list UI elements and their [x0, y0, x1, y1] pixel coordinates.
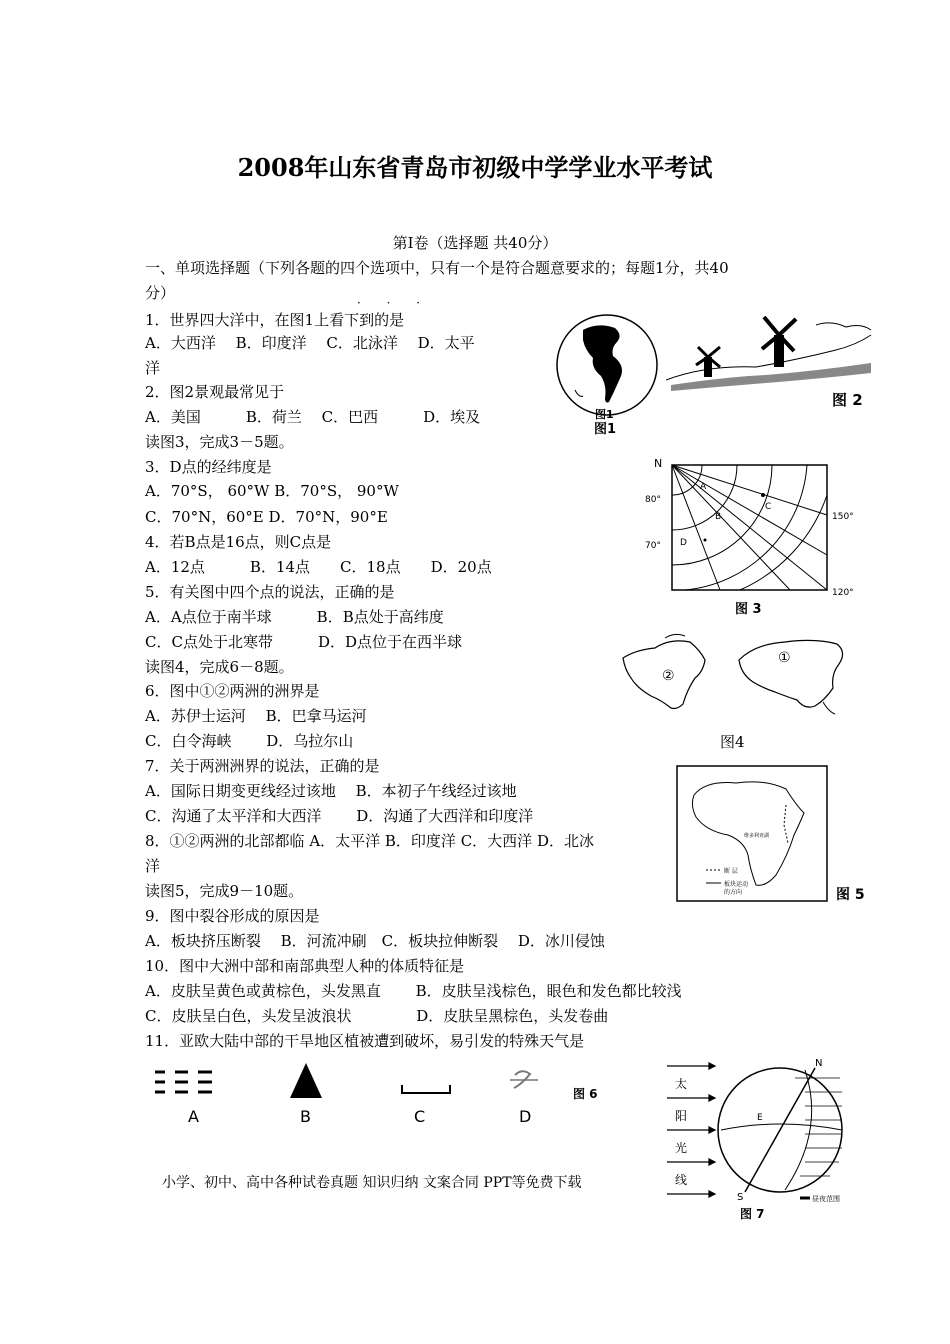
fig3-point-a: A [700, 482, 707, 492]
question-line: 读图3，完成3－5题。 [145, 433, 294, 451]
figure-5-africa-map [676, 765, 836, 905]
section-heading: 第Ⅰ卷（选择题 共40分） [392, 234, 558, 252]
fig6-option-c: C [414, 1107, 426, 1126]
question-line: 洋 [145, 359, 161, 377]
figure-5-caption: 图 5 [836, 887, 865, 903]
fig6-option-d: D [519, 1107, 532, 1126]
question-line: A．美国 B．荷兰 C．巴西 D．埃及 [145, 408, 481, 426]
figure-4-caption: 图4 [720, 733, 745, 751]
fig7-east: E [757, 1113, 763, 1123]
question-line: A．大西洋 B．印度洋 C．北泳洋 D．太平 [145, 334, 475, 352]
figure-2-caption: 图 2 [832, 391, 863, 409]
question-line: 3．D点的经纬度是 [145, 458, 272, 476]
question-line: A．板块挤压断裂 B．河流冲刷 C．板块拉伸断裂 D．冰川侵蚀 [145, 932, 605, 950]
question-line: C．白令海峡 D．乌拉尔山 [145, 732, 354, 750]
figure-1-caption: 图1 [595, 408, 614, 421]
fig3-lon150: 150° [832, 512, 854, 522]
question-line: A．A点位于南半球 B．B点处于高纬度 [145, 608, 444, 626]
question-line: 洋 [145, 857, 161, 875]
fig7-sun-1: 太 [675, 1077, 688, 1091]
fig7-caption: 图 7 [740, 1207, 765, 1221]
fig5-legend-direction: 的方向 [724, 889, 743, 896]
question-line: 8．①②两洲的北部都临 A．太平洋 B．印度洋 C．大西洋 D．北冰 [145, 832, 594, 850]
fig7-sun-3: 光 [675, 1141, 688, 1155]
fig6-caption: 图 6 [573, 1087, 598, 1101]
question-line: 1．世界四大洋中，在图1上看下到的是 [145, 311, 405, 329]
question-line: 9．图中裂谷形成的原因是 [145, 907, 320, 925]
fig7-south: S [737, 1192, 744, 1203]
question-line: 2．图2景观最常见于 [145, 383, 285, 401]
figure-2-windmill-landscape [666, 305, 876, 400]
emphasis-dots: · · · [357, 296, 432, 310]
question-line: A．70°S， 60°W B．70°S， 90°W [145, 482, 399, 500]
fig3-point-b: B [715, 512, 722, 522]
fig7-legend: 昼夜范围 [812, 1195, 840, 1203]
question-line: A．皮肤呈黄色或黄棕色，头发黑直 B．皮肤呈浅棕色，眼色和发色都比较浅 [145, 982, 682, 1000]
fig7-north: N [815, 1058, 823, 1069]
fig3-north: N [654, 457, 663, 470]
question-line: 5．有关图中四个点的说法，正确的是 [145, 583, 395, 601]
fig6-option-a: A [188, 1107, 199, 1126]
figure-1-caption-text: 图1 [594, 422, 617, 437]
fig5-legend-plate: 板块运动 [724, 881, 749, 888]
question-line: C．沟通了太平洋和大西洋 D．沟通了大西洋和印度洋 [145, 807, 534, 825]
fig5-legend-fault: 断 层 [724, 868, 738, 875]
exam-title: 2008年山东省青岛市初级中学学业水平考试 [237, 153, 713, 182]
question-line: 读图4，完成6－8题。 [145, 658, 294, 676]
fig7-sun-2: 阳 [675, 1109, 688, 1123]
fig3-lat80: 80° [645, 495, 661, 505]
fig3-lon120: 120° [832, 588, 854, 598]
question-line: 一、单项选择题（下列各题的四个选项中，只有一个是符合题意要求的；每题1分，共40 [145, 259, 729, 277]
question-line: 读图5，完成9－10题。 [145, 882, 304, 900]
fig3-point-c: C [765, 502, 772, 512]
fig7-sun-4: 线 [675, 1173, 688, 1187]
figure-7-sunlight-globe [665, 1058, 855, 1223]
figure-3-caption: 图 3 [735, 602, 762, 617]
question-line: A．国际日期变更线经过该地 B．本初子午线经过该地 [145, 782, 517, 800]
question-line: 6．图中①②两洲的洲界是 [145, 682, 320, 700]
fig4-label-two: ② [662, 668, 675, 684]
question-line: C．70°N，60°E D．70°N，90°E [145, 508, 388, 526]
question-line: A．苏伊士运河 B．巴拿马运河 [145, 707, 367, 725]
question-line: A．12点 B．14点 C．18点 D．20点 [145, 558, 492, 576]
question-line: C．皮肤呈白色，头发呈波浪状 D．皮肤呈黑棕色，头发卷曲 [145, 1007, 609, 1025]
fig6-option-b: B [300, 1107, 311, 1126]
fig3-point-d: D [680, 538, 687, 548]
question-line: C．C点处于北寒带 D．D点位于在西半球 [145, 633, 463, 651]
figure-1-globe [553, 310, 663, 425]
question-line: 4．若B点是16点，则C点是 [145, 533, 332, 551]
question-line: 11．亚欧大陆中部的干旱地区植被遭到破坏，易引发的特殊天气是 [145, 1032, 585, 1050]
question-line: 分） [145, 284, 176, 302]
fig4-label-one: ① [778, 650, 791, 666]
figure-4-continents [615, 630, 855, 725]
question-line: 10．图中大洲中部和南部典型人种的体质特征是 [145, 957, 465, 975]
figure-3-polar-grid [640, 455, 865, 605]
figure-6-weather-symbols [150, 1060, 610, 1130]
question-line: 7．关于两洲洲界的说法，正确的是 [145, 757, 380, 775]
footer-text: 小学、初中、高中各种试卷真题 知识归纳 文案合同 PPT等免费下载 [162, 1175, 582, 1191]
fig5-label-lake: 维多利亚湖 [744, 833, 770, 839]
fig3-lat70: 70° [645, 541, 661, 551]
